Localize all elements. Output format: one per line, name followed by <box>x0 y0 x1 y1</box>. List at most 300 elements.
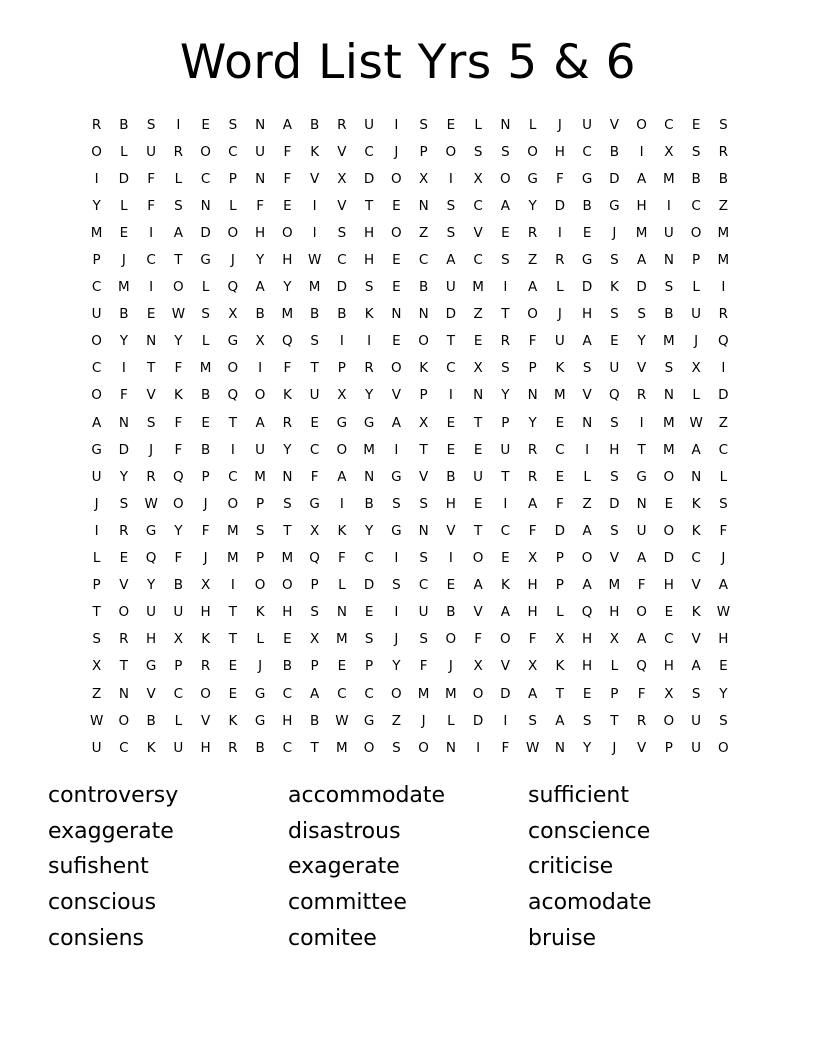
grid-letter: U <box>173 739 184 756</box>
grid-letter: Y <box>283 279 292 296</box>
grid-letter: P <box>228 170 237 187</box>
grid-letter: X <box>337 170 347 187</box>
grid-letter: O <box>636 116 647 133</box>
grid-letter: O <box>91 387 102 404</box>
grid-letter: S <box>473 143 483 160</box>
grid-letter: U <box>609 360 620 377</box>
grid-letter: F <box>719 522 728 539</box>
grid-letter: O <box>200 143 211 160</box>
grid-letter: B <box>282 658 292 675</box>
grid-letter: V <box>473 224 483 241</box>
grid-letter: T <box>501 468 510 485</box>
grid-letter: O <box>418 739 429 756</box>
grid-letter: M <box>608 577 621 594</box>
grid-letter: H <box>527 604 538 621</box>
grid-letter: G <box>527 170 538 187</box>
grid-letter: T <box>474 414 483 431</box>
grid-letter: S <box>691 685 701 702</box>
grid-letter: X <box>337 387 347 404</box>
grid-letter: G <box>145 522 157 539</box>
grid-letter: E <box>555 468 565 485</box>
grid-letter: U <box>663 224 674 241</box>
grid-letter: Y <box>119 333 128 350</box>
grid-letter: W <box>335 712 349 729</box>
grid-letter: B <box>200 441 211 458</box>
grid-letter: U <box>500 441 511 458</box>
grid-letter: G <box>391 468 402 485</box>
grid-letter: E <box>501 550 510 567</box>
grid-letter: U <box>91 306 102 323</box>
grid-letter: W <box>307 252 322 269</box>
grid-letter: S <box>719 116 728 133</box>
grid-row <box>83 219 737 246</box>
grid-letter: L <box>692 387 700 404</box>
grid-letter: L <box>120 197 128 214</box>
grid-letter: S <box>446 224 456 241</box>
grid-letter: A <box>255 279 265 296</box>
grid-letter: C <box>337 685 347 702</box>
grid-letter: G <box>391 522 402 539</box>
grid-letter: Y <box>365 522 374 539</box>
grid-letter: E <box>364 604 374 621</box>
grid-letter: N <box>364 468 375 485</box>
grid-letter: O <box>254 387 266 404</box>
grid-letter: B <box>119 116 129 133</box>
grid-letter: J <box>121 252 126 269</box>
grid-letter: J <box>694 333 699 350</box>
grid-letter: S <box>610 468 619 485</box>
grid-letter: F <box>283 170 292 187</box>
grid-letter: X <box>664 685 674 702</box>
grid-letter: B <box>364 495 374 512</box>
grid-letter: C <box>228 468 238 485</box>
grid-letter: V <box>473 604 483 621</box>
grid-letter: F <box>310 468 319 485</box>
grid-letter: K <box>201 631 211 648</box>
grid-letter: H <box>200 604 211 621</box>
grid-letter: V <box>582 387 592 404</box>
grid-letter: M <box>308 279 321 296</box>
grid-letter: J <box>258 658 263 675</box>
grid-letter: S <box>610 252 619 269</box>
grid-row <box>83 301 737 328</box>
grid-row <box>83 165 737 192</box>
grid-letter: I <box>149 224 154 241</box>
grid-letter: X <box>555 631 565 648</box>
grid-letter: K <box>228 712 238 729</box>
grid-letter: M <box>417 685 430 702</box>
word-list-item: sufishent <box>48 854 149 880</box>
grid-letter: A <box>637 170 647 187</box>
grid-letter: Y <box>92 197 101 214</box>
grid-letter: F <box>201 522 210 539</box>
grid-letter: A <box>528 495 538 512</box>
grid-letter: K <box>691 604 701 621</box>
grid-letter: O <box>391 685 402 702</box>
grid-letter: K <box>282 387 292 404</box>
grid-letter: V <box>691 577 701 594</box>
grid-letter: R <box>718 306 729 323</box>
grid-letter: R <box>119 631 129 648</box>
grid-letter: I <box>94 170 99 187</box>
grid-letter: Y <box>147 577 156 594</box>
grid-letter: Y <box>119 468 128 485</box>
grid-letter: K <box>146 739 156 756</box>
word-list-item: conscience <box>528 818 651 844</box>
grid-letter: H <box>582 306 593 323</box>
grid-letter: F <box>419 658 428 675</box>
grid-letter: I <box>666 197 671 214</box>
grid-letter: H <box>200 739 211 756</box>
grid-letter: M <box>717 224 730 241</box>
grid-letter: Q <box>227 279 239 296</box>
grid-letter: R <box>500 333 511 350</box>
grid-letter: E <box>201 414 210 431</box>
grid-letter: U <box>91 739 102 756</box>
grid-letter: O <box>500 170 511 187</box>
grid-letter: D <box>500 685 511 702</box>
grid-letter: R <box>527 441 538 458</box>
grid-letter: O <box>391 224 402 241</box>
grid-row <box>83 463 737 490</box>
grid-letter: T <box>310 739 319 756</box>
grid-letter: S <box>119 495 129 512</box>
grid-letter: A <box>500 197 510 214</box>
grid-letter: I <box>312 197 317 214</box>
grid-letter: O <box>227 495 239 512</box>
grid-letter: E <box>392 252 401 269</box>
grid-letter: E <box>201 116 210 133</box>
grid-letter: M <box>445 685 457 702</box>
grid-letter: N <box>336 604 347 621</box>
grid-letter: V <box>500 658 510 675</box>
grid-letter: Z <box>391 712 401 729</box>
grid-letter: U <box>445 279 456 296</box>
grid-letter: T <box>446 333 455 350</box>
grid-letter: C <box>91 360 102 377</box>
grid-letter: S <box>310 333 319 350</box>
grid-letter: N <box>554 739 565 756</box>
grid-letter: Z <box>473 306 483 323</box>
word-list-item: consiens <box>48 925 145 951</box>
grid-letter: G <box>200 252 211 269</box>
grid-letter: J <box>149 441 154 458</box>
grid-letter: S <box>610 414 619 431</box>
grid-letter: C <box>119 739 129 756</box>
grid-letter: C <box>418 252 429 269</box>
grid-letter: O <box>663 712 675 729</box>
grid-letter: I <box>585 441 590 458</box>
grid-letter: O <box>173 495 184 512</box>
grid-letter: N <box>255 170 266 187</box>
grid-letter: C <box>364 685 374 702</box>
grid-letter: D <box>609 170 620 187</box>
grid-letter: N <box>418 306 429 323</box>
grid-row <box>83 490 737 517</box>
grid-letter: M <box>90 224 103 241</box>
grid-letter: E <box>719 658 728 675</box>
grid-letter: N <box>582 414 593 431</box>
grid-letter: B <box>255 739 265 756</box>
grid-letter: J <box>394 631 399 648</box>
grid-letter: P <box>201 468 210 485</box>
grid-letter: X <box>691 360 701 377</box>
grid-letter: D <box>472 712 484 729</box>
word-list-item: accommodate <box>288 783 446 808</box>
grid-letter: I <box>94 522 99 539</box>
grid-letter: U <box>146 604 157 621</box>
grid-letter: R <box>636 712 647 729</box>
grid-letter: H <box>663 658 674 675</box>
grid-letter: C <box>337 252 347 269</box>
grid-letter: T <box>419 441 428 458</box>
word-list-item: acomodate <box>528 890 652 916</box>
grid-letter: J <box>203 550 208 567</box>
grid-letter: L <box>92 550 101 567</box>
word-list-item: sufficient <box>528 783 629 808</box>
grid-row <box>83 246 737 273</box>
grid-letter: P <box>610 685 619 702</box>
grid-letter: F <box>147 197 155 214</box>
grid-letter: R <box>146 468 156 485</box>
grid-letter: S <box>664 279 674 296</box>
grid-letter: X <box>473 658 483 675</box>
grid-row <box>83 653 737 680</box>
grid-letter: B <box>309 712 320 729</box>
grid-letter: V <box>310 170 320 187</box>
grid-letter: D <box>445 306 457 323</box>
grid-letter: E <box>392 333 401 350</box>
grid-letter: N <box>663 252 674 269</box>
grid-letter: Y <box>528 197 537 214</box>
grid-letter: L <box>338 577 346 594</box>
grid-letter: H <box>146 631 157 648</box>
grid-letter: P <box>528 360 537 377</box>
grid-letter: S <box>582 360 592 377</box>
grid-letter: G <box>145 658 157 675</box>
grid-letter: H <box>582 658 593 675</box>
grid-letter: O <box>200 685 211 702</box>
grid-letter: O <box>500 631 511 648</box>
grid-letter: F <box>174 441 183 458</box>
grid-letter: K <box>310 143 320 160</box>
grid-letter: M <box>118 279 130 296</box>
grid-letter: P <box>555 577 564 594</box>
grid-letter: K <box>173 387 183 404</box>
grid-letter: I <box>339 333 344 350</box>
grid-letter: A <box>446 252 456 269</box>
grid-letter: O <box>363 739 375 756</box>
grid-letter: T <box>92 604 101 621</box>
grid-letter: N <box>691 468 702 485</box>
grid-letter: E <box>691 116 701 133</box>
grid-letter: F <box>337 550 346 567</box>
grid-letter: C <box>91 279 102 296</box>
grid-letter: S <box>92 631 101 648</box>
grid-letter: B <box>309 306 320 323</box>
grid-letter: L <box>447 712 455 729</box>
letter-grid <box>83 111 737 761</box>
grid-letter: O <box>173 279 184 296</box>
grid-letter: G <box>581 170 593 187</box>
grid-letter: D <box>581 279 593 296</box>
grid-letter: V <box>609 116 619 133</box>
grid-letter: R <box>200 658 211 675</box>
grid-letter: Q <box>173 468 184 485</box>
grid-letter: C <box>364 143 374 160</box>
grid-letter: T <box>283 522 292 539</box>
grid-letter: K <box>691 495 701 512</box>
grid-letter: J <box>230 252 235 269</box>
grid-letter: A <box>637 631 647 648</box>
grid-letter: J <box>612 224 617 241</box>
grid-letter: J <box>394 143 399 160</box>
word-list <box>48 778 788 956</box>
grid-letter: E <box>446 414 456 431</box>
grid-letter: M <box>227 550 239 567</box>
grid-letter: B <box>691 170 701 187</box>
grid-row <box>83 734 737 761</box>
grid-letter: O <box>227 224 239 241</box>
grid-letter: B <box>309 116 320 133</box>
grid-letter: D <box>200 224 211 241</box>
grid-letter: F <box>501 739 510 756</box>
grid-letter: P <box>310 577 319 594</box>
grid-letter: U <box>691 306 702 323</box>
grid-letter: E <box>501 224 510 241</box>
grid-letter: L <box>719 468 728 485</box>
grid-letter: E <box>337 658 347 675</box>
grid-letter: U <box>173 604 184 621</box>
grid-letter: P <box>337 360 346 377</box>
word-list-item: criticise <box>528 854 614 880</box>
grid-letter: U <box>636 522 647 539</box>
grid-letter: Z <box>92 685 102 702</box>
grid-letter: T <box>228 414 237 431</box>
grid-letter: K <box>555 658 565 675</box>
grid-letter: E <box>473 441 483 458</box>
grid-letter: E <box>664 495 674 512</box>
grid-letter: O <box>118 604 130 621</box>
grid-letter: B <box>664 306 674 323</box>
grid-letter: O <box>91 333 102 350</box>
grid-letter: F <box>528 631 537 648</box>
grid-letter: S <box>446 197 456 214</box>
grid-letter: X <box>609 631 619 648</box>
grid-letter: B <box>200 387 211 404</box>
grid-letter: A <box>691 658 701 675</box>
grid-letter: M <box>227 522 239 539</box>
grid-letter: S <box>637 306 646 323</box>
grid-letter: S <box>228 116 238 133</box>
grid-letter: A <box>718 577 728 594</box>
grid-letter: S <box>392 739 401 756</box>
grid-letter: E <box>228 658 238 675</box>
word-list-item: exaggerate <box>48 818 174 844</box>
grid-letter: P <box>256 550 265 567</box>
grid-row <box>83 192 737 219</box>
grid-letter: R <box>282 414 293 431</box>
grid-letter: I <box>639 414 644 431</box>
grid-letter: I <box>721 360 726 377</box>
grid-letter: N <box>118 685 129 702</box>
word-list-item: bruise <box>528 925 597 951</box>
grid-letter: H <box>527 577 538 594</box>
grid-letter: H <box>663 577 674 594</box>
grid-row <box>83 517 737 544</box>
grid-letter: O <box>282 224 293 241</box>
grid-letter: B <box>337 306 347 323</box>
word-list-item: committee <box>288 890 407 916</box>
grid-letter: S <box>174 197 183 214</box>
grid-letter: K <box>500 577 510 594</box>
grid-letter: C <box>664 631 674 648</box>
grid-letter: E <box>283 631 292 648</box>
grid-letter: M <box>336 739 348 756</box>
grid-letter: D <box>118 170 130 187</box>
grid-letter: X <box>201 577 211 594</box>
grid-letter: G <box>91 441 102 458</box>
grid-letter: Z <box>419 224 429 241</box>
grid-letter: P <box>664 739 673 756</box>
grid-letter: S <box>146 414 156 431</box>
grid-letter: B <box>582 197 592 214</box>
grid-row <box>83 436 737 463</box>
grid-letter: S <box>419 550 428 567</box>
grid-letter: I <box>258 360 263 377</box>
grid-letter: U <box>255 441 266 458</box>
grid-letter: I <box>176 116 181 133</box>
grid-letter: U <box>691 712 702 729</box>
grid-row <box>83 328 737 355</box>
grid-letter: V <box>446 522 456 539</box>
grid-letter: N <box>391 306 402 323</box>
grid-letter: X <box>310 522 320 539</box>
grid-letter: S <box>255 522 265 539</box>
grid-letter: M <box>254 468 266 485</box>
grid-letter: W <box>144 495 158 512</box>
grid-letter: P <box>419 143 428 160</box>
grid-letter: C <box>418 577 429 594</box>
grid-letter: J <box>612 739 617 756</box>
grid-letter: M <box>281 306 294 323</box>
grid-letter: M <box>663 414 675 431</box>
grid-letter: V <box>146 685 156 702</box>
grid-letter: E <box>446 441 456 458</box>
grid-letter: V <box>391 387 401 404</box>
grid-letter: X <box>419 170 429 187</box>
grid-letter: V <box>609 550 619 567</box>
grid-letter: A <box>637 550 647 567</box>
grid-letter: Q <box>145 550 157 567</box>
grid-letter: S <box>337 224 347 241</box>
grid-letter: T <box>147 360 156 377</box>
word-list-item: disastrous <box>288 818 401 844</box>
grid-letter: L <box>583 468 591 485</box>
grid-letter: E <box>473 495 483 512</box>
grid-letter: V <box>337 197 347 214</box>
grid-letter: V <box>146 387 156 404</box>
grid-letter: M <box>663 333 675 350</box>
grid-letter: W <box>89 712 104 729</box>
grid-letter: J <box>448 658 453 675</box>
grid-letter: F <box>637 685 646 702</box>
grid-letter: X <box>528 658 538 675</box>
grid-letter: X <box>92 658 102 675</box>
grid-letter: D <box>363 577 375 594</box>
grid-letter: S <box>719 495 728 512</box>
grid-letter: O <box>391 360 402 377</box>
